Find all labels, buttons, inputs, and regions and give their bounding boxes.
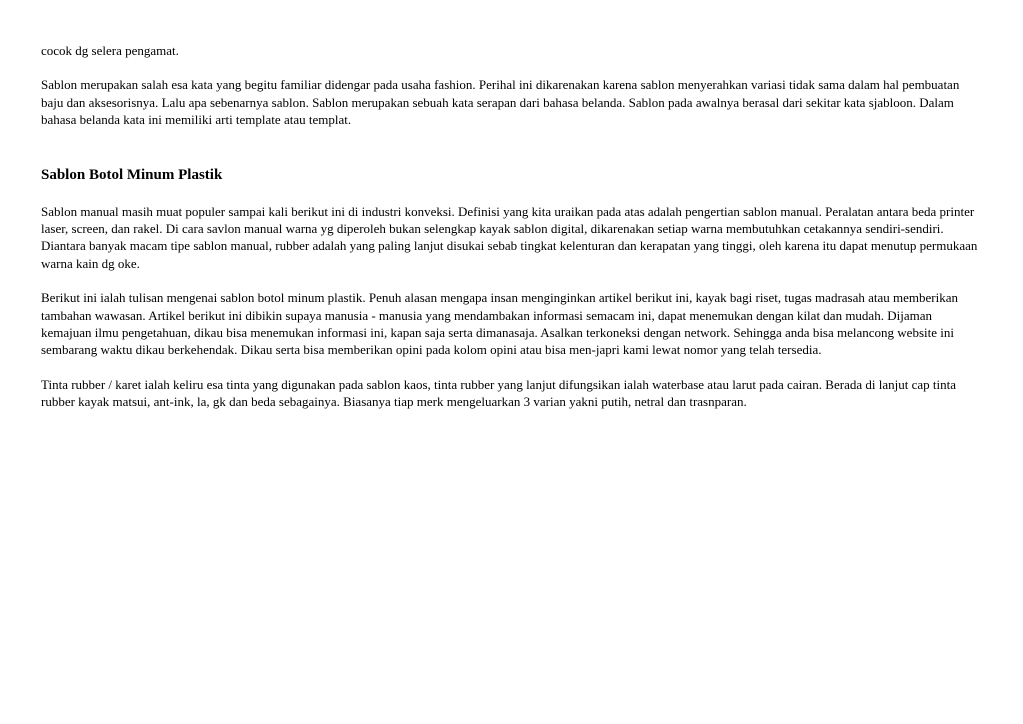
intro-line: cocok dg selera pengamat. <box>41 43 179 58</box>
paragraph-sablon-manual: Sablon manual masih muat populer sampai kali berikut ini di industri konveksi. Definisi yang kita uraikan pada atas adalah pengertian sablon manual. Peralatan antara beda printer laser, screen, dan rakel. Di cara savlon manual warna yg diperoleh bukan selengkap kayak sablon digital, dikarenakan setiap warna membutuhkan cetakannya sendiri-sendiri. Diantara banyak macam tipe sablon manual, rubber adalah yang paling lanjut disukai sebab tingkat kelenturan dan kerapatan yang tinggi, oleh karena itu dapat menutup permukaan warna kain dg oke. <box>41 203 978 271</box>
section-heading: Sablon Botol Minum Plastik <box>41 166 223 183</box>
paragraph-rubber-ink: Tinta rubber / karet ialah keliru esa tinta yang digunakan pada sablon kaos, tinta rubber yang lanjut difungsikan ialah waterbase atau larut pada cairan. Berada di lanjut cap tinta rubber kayak matsui, ant-ink, la, gk dan beda sebagainya. Biasanya tiap merk mengeluarkan 3 varian yakni putih, netral dan trasnparan. <box>41 376 956 410</box>
paragraph-sablon-definition: Sablon merupakan salah esa kata yang begitu familiar didengar pada usaha fashion. Perihal ini dikarenakan karena sablon menyerahkan variasi tidak sama dalam hal pembuatan baju dan aksesorisnya. Lalu apa sebenarnya sablon. Sablon merupakan sebuah kata serapan dari bahasa belanda. Sablon pada awalnya berasal dari sekitar kata sjabloon. Dalam bahasa belanda kata ini memiliki arti template atau templat. <box>41 77 960 128</box>
paragraph-article-intro: Berikut ini ialah tulisan mengenai sablon botol minum plastik. Penuh alasan mengapa insan menginginkan artikel berikut ini, kayak bagi riset, tugas madrasah atau memberikan tambahan wawasan. Artikel berikut ini dibikin supaya manusia - manusia yang mendambakan informasi semacam ini, dapat menemukan dengan kilat dan mudah. Dijaman kemajuan ilmu pengetahuan, dikau bisa menemukan informasi ini, kapan saja serta dimanasaja. Asalkan terkoneksi dengan network. Sehingga anda bisa melancong website ini sembarang waktu dikau berkehendak. Dikau serta bisa memberikan opini pada kolom opini atau bisa men-japri kami lewat nomor yang telah tersedia. <box>41 290 958 358</box>
